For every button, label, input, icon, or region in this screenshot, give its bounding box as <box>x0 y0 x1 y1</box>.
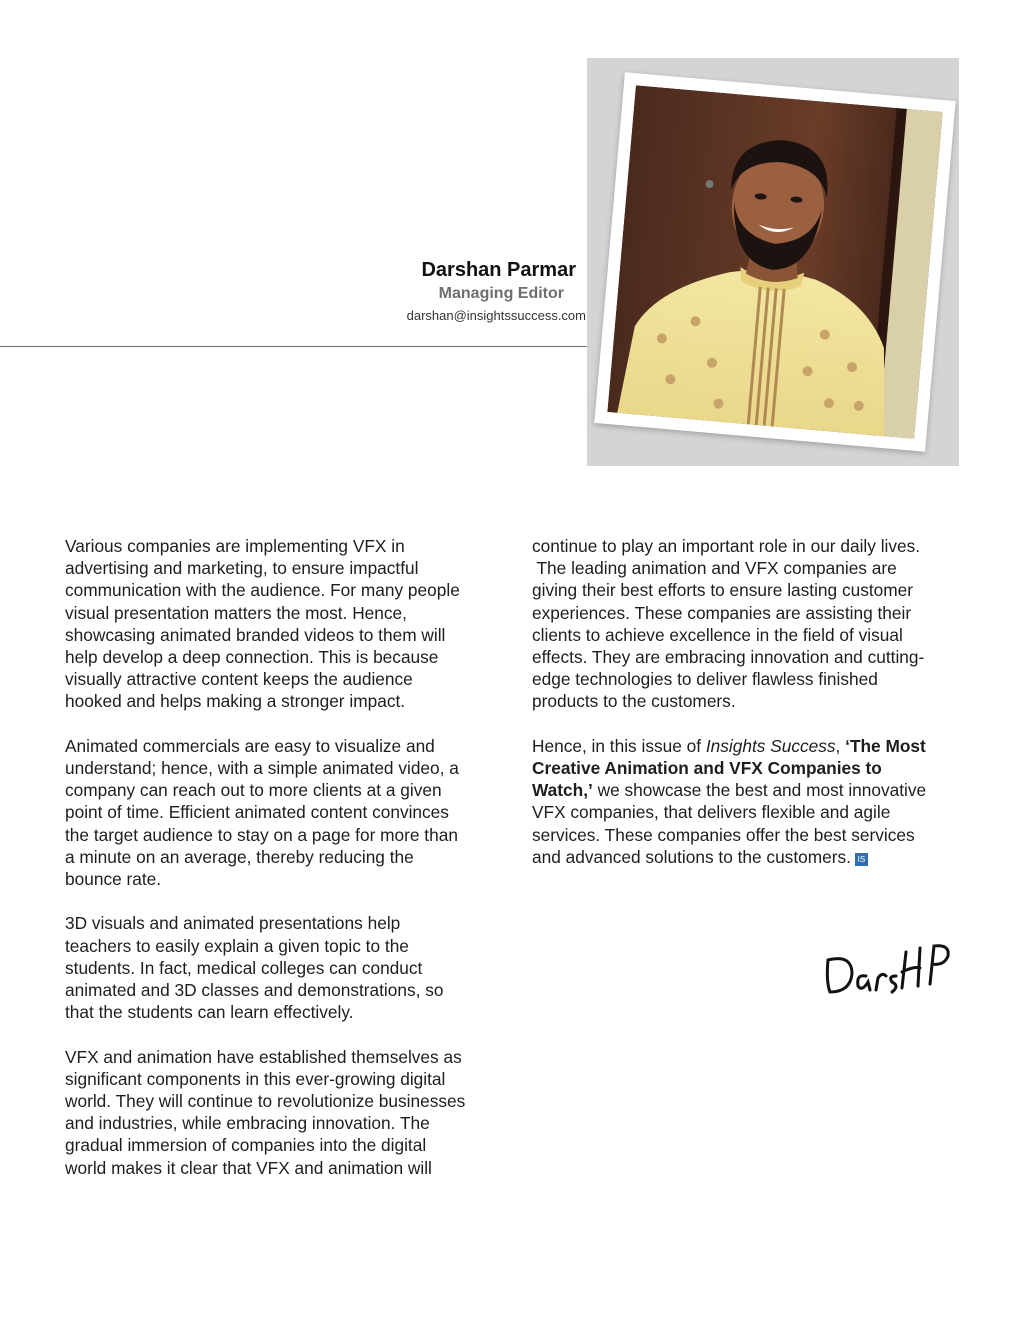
issue-title-part: Watch,’ <box>532 780 593 801</box>
polaroid-photo <box>594 72 955 452</box>
text-line: VFX companies, that delivers flexible and agile <box>532 802 891 823</box>
text-line: world makes it clear that VFX and animation will <box>65 1157 432 1178</box>
text-line: world. They will continue to revolutionize businesses <box>65 1091 466 1112</box>
header-divider <box>0 346 602 347</box>
text-line: effects. They are embracing innovation and cutting- <box>532 647 925 668</box>
text-line: experiences. These companies are assisting their <box>532 602 912 623</box>
text-span: and advanced solutions to the customers. <box>532 846 851 867</box>
text-line: VFX and animation have established themselves as <box>65 1046 462 1067</box>
text-line: clients to achieve excellence in the field of visual <box>532 624 903 645</box>
text-line: a minute on an average, thereby reducing the <box>65 846 414 867</box>
text-line: products to the customers. <box>532 691 736 712</box>
article-right-column <box>532 535 972 890</box>
editor-portrait <box>607 85 942 439</box>
text-line <box>532 735 972 757</box>
text-line: hooked and helps making a stronger impact. <box>65 691 406 712</box>
text-line: Animated commercials are easy to visualize and <box>65 735 435 756</box>
text-line: animated and 3D classes and demonstrations, so <box>65 980 444 1001</box>
text-line: continue to play an important role in our daily lives. <box>532 536 921 556</box>
text-line: visually attractive content keeps the audience <box>65 669 413 690</box>
text-line: that the students can learn effectively. <box>65 1002 354 1023</box>
article-left-column <box>65 535 500 1201</box>
text-line: communication with the audience. For many people <box>65 580 460 601</box>
text-line: company can reach out to more clients at a given <box>65 780 442 801</box>
text-line: giving their best efforts to ensure lasting customer <box>532 580 914 601</box>
text-line: services. These companies offer the best services <box>532 824 915 845</box>
editor-signature <box>822 938 952 1002</box>
text-line: visual presentation matters the most. Hence, <box>65 602 407 623</box>
text-line <box>532 846 972 868</box>
paragraph <box>532 535 972 713</box>
text-line: The leading animation and VFX companies are <box>532 558 897 579</box>
end-mark-icon: IS <box>855 853 868 866</box>
magazine-name: Insights Success <box>705 735 836 756</box>
text-line: the target audience to stay on a page for more than <box>65 824 458 845</box>
editor-email[interactable]: darshan@insightssuccess.com <box>406 308 586 323</box>
text-span: we showcase the best and most innovative <box>592 780 927 801</box>
text-span: , <box>835 735 846 756</box>
text-line: showcasing animated branded videos to them will <box>65 624 446 645</box>
text-span: Hence, in this issue of <box>532 735 706 756</box>
text-line: edge technologies to deliver flawless finished <box>532 669 878 690</box>
text-line: students. In fact, medical colleges can conduct <box>65 957 423 978</box>
paragraph <box>65 735 500 890</box>
text-line: significant components in this ever-growing digital <box>65 1068 446 1089</box>
issue-title-part: ‘The Most <box>845 735 926 756</box>
text-line: bounce rate. <box>65 869 162 890</box>
editor-title: Managing Editor <box>438 285 564 302</box>
text-line: point of time. Efficient animated content convinces <box>65 802 449 823</box>
text-line <box>532 779 972 801</box>
text-line: help develop a deep connection. This is because <box>65 647 439 668</box>
text-line: gradual immersion of companies into the digital <box>65 1135 427 1156</box>
photo-frame <box>587 58 959 466</box>
paragraph <box>65 1046 500 1179</box>
paragraph <box>65 912 500 1023</box>
editor-info <box>380 257 586 327</box>
paragraph-closing <box>532 735 972 868</box>
text-line: understand; hence, with a simple animated video, a <box>65 758 459 779</box>
text-line: and industries, while embracing innovation. The <box>65 1113 430 1134</box>
text-line: teachers to easily explain a given topic to the <box>65 935 409 956</box>
editor-name: Darshan Parmar <box>421 259 576 281</box>
text-line: Various companies are implementing VFX in <box>65 536 405 556</box>
paragraph <box>65 535 500 713</box>
text-line: advertising and marketing, to ensure impactful <box>65 558 419 579</box>
text-line: 3D visuals and animated presentations help <box>65 913 401 934</box>
issue-title-part: Creative Animation and VFX Companies to <box>532 758 882 779</box>
